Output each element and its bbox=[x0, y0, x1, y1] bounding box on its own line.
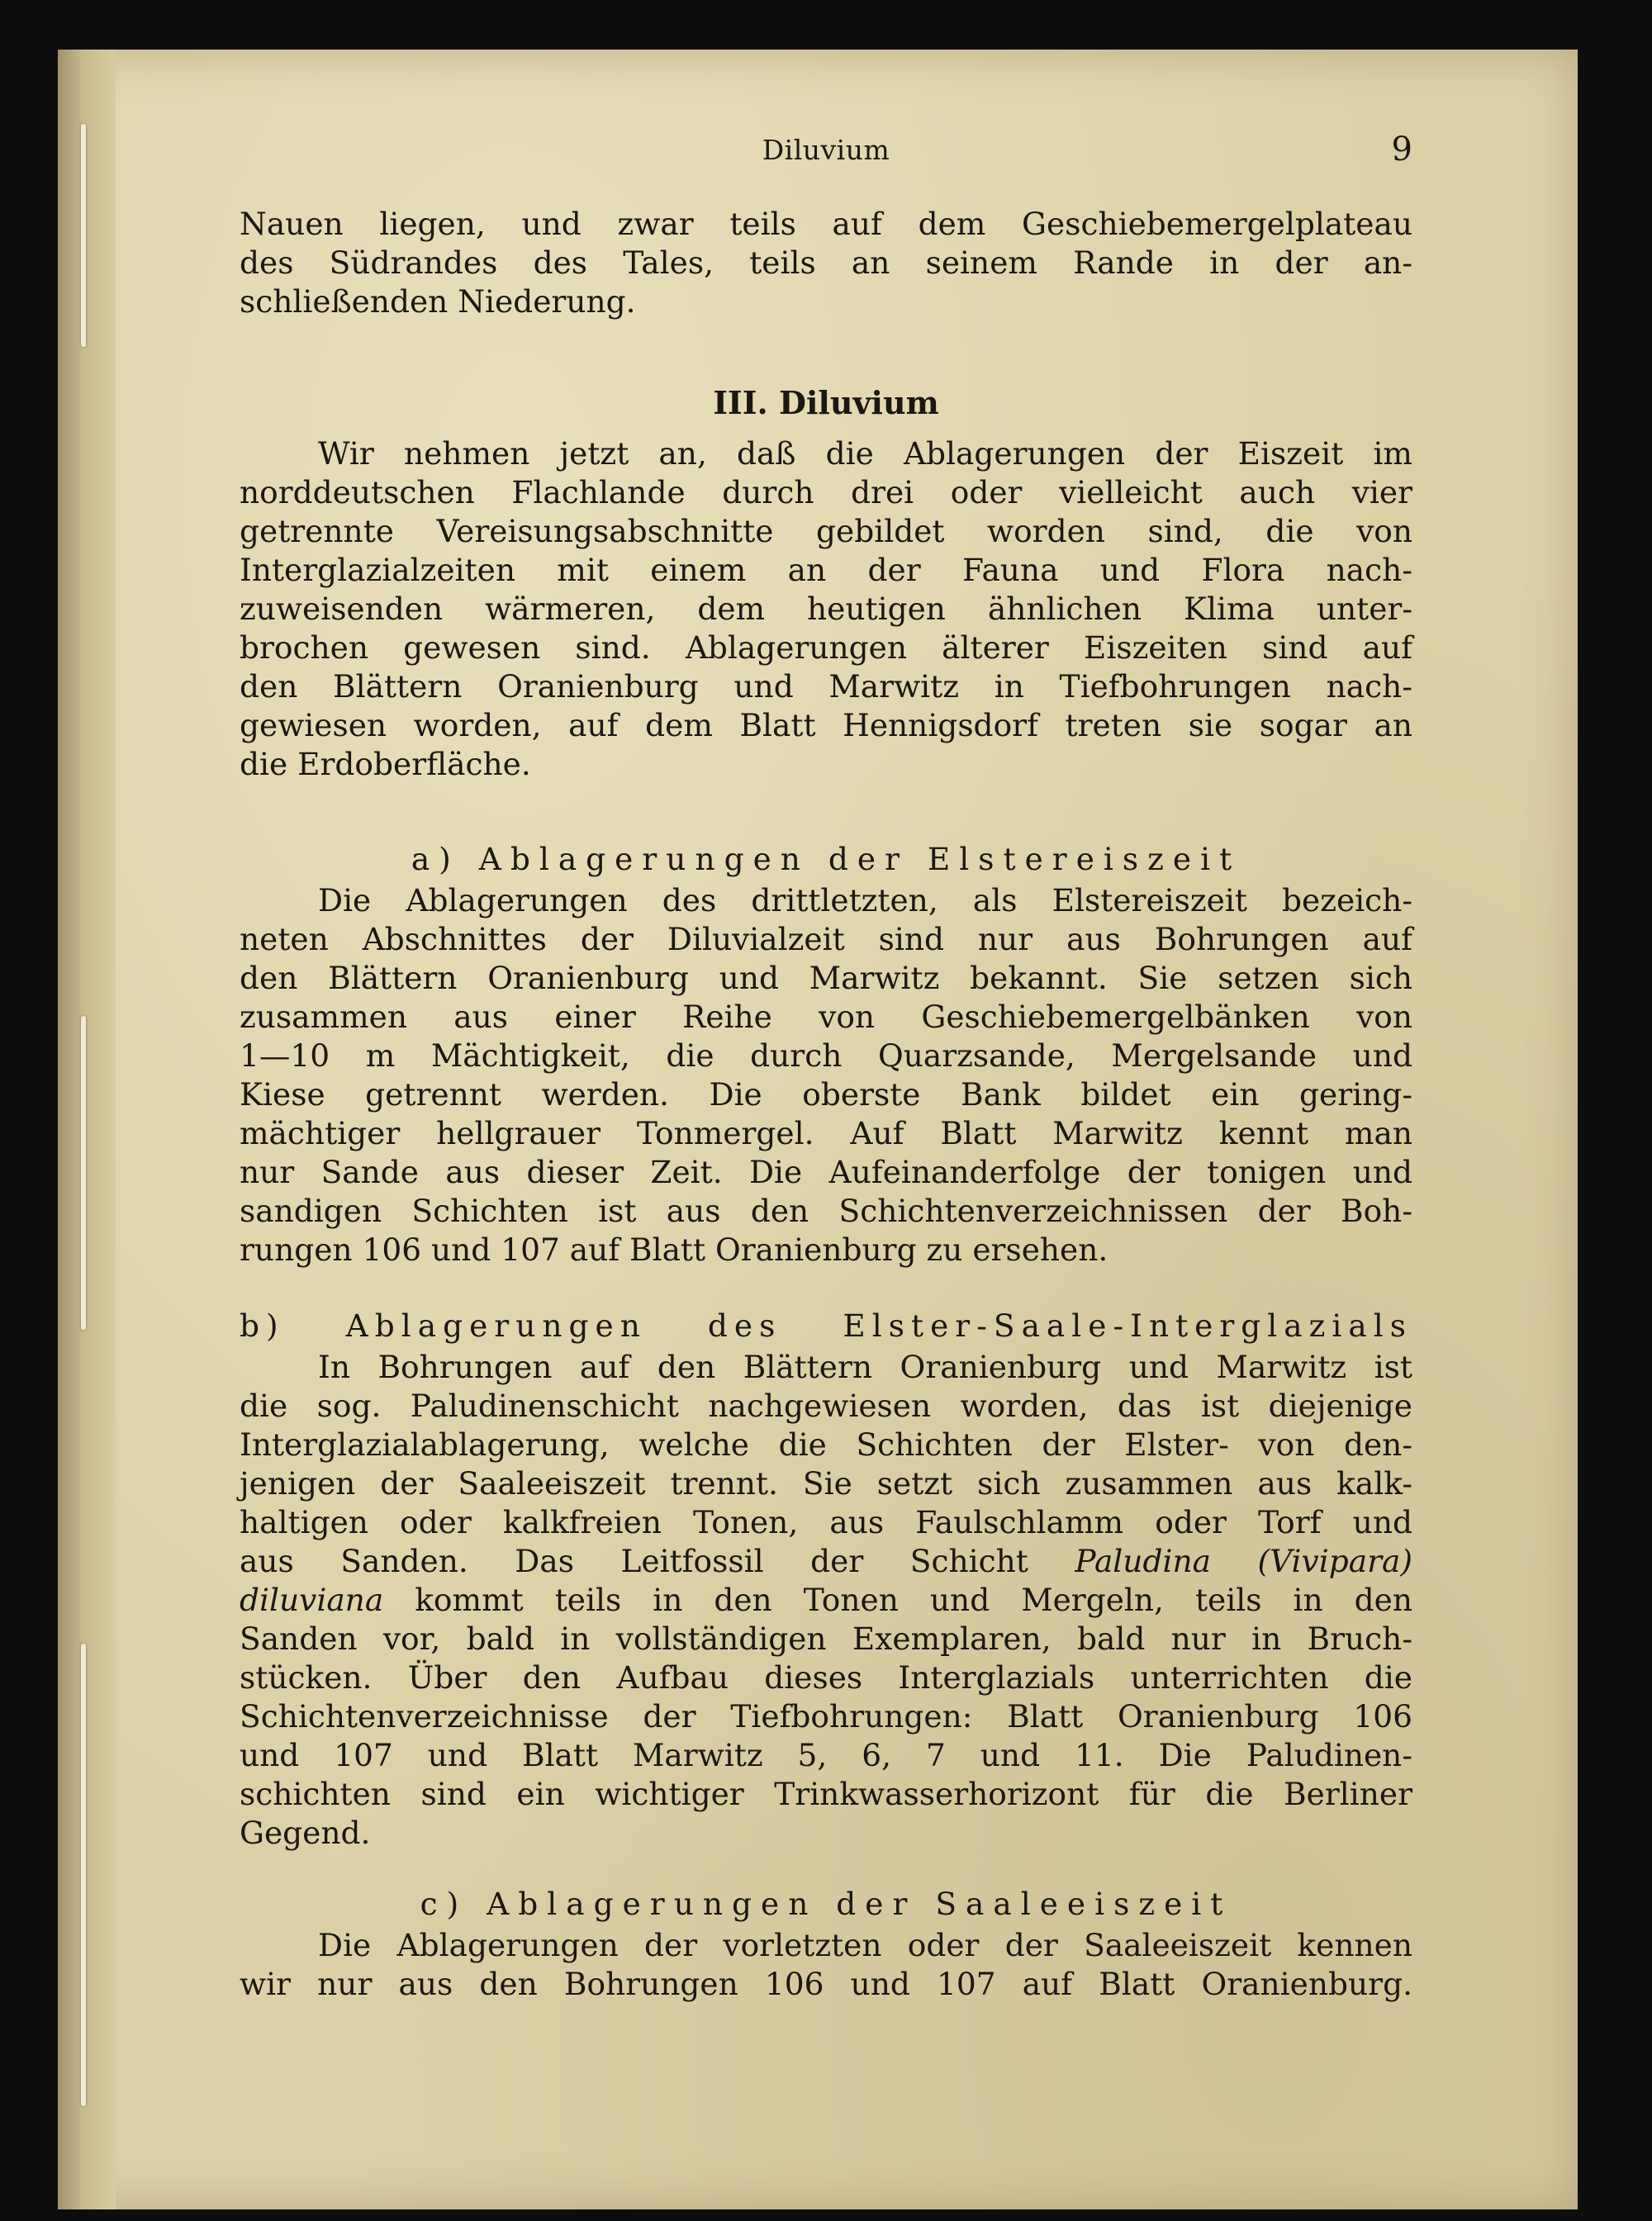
section-diluvium bbox=[240, 380, 1412, 784]
text-fragment: aus Sanden. Das Leitfossil der Schicht bbox=[240, 1543, 1028, 1579]
text-line: Die Ablagerungen des drittletzten, als Elstereiszeit bezeich- bbox=[318, 882, 1412, 918]
text-line: zuweisenden wärmeren, dem heutigen ähnlichen Klima unter- bbox=[240, 591, 1412, 627]
text-line bbox=[240, 1581, 1412, 1620]
text-line: zusammen aus einer Reihe von Geschiebemergelbänken von bbox=[240, 999, 1412, 1035]
paper-sheet bbox=[58, 50, 1578, 2209]
text-line: des Südrandes des Tales, teils an seinem Rande in der an- bbox=[240, 244, 1412, 281]
subsection-heading: a) Ablagerungen der Elstereiszeit bbox=[411, 841, 1241, 877]
page-header bbox=[240, 131, 1412, 175]
subsection-heading: b) Ablagerungen des Elster-Saale-Interglazials bbox=[240, 1307, 1412, 1344]
text-line: schichten sind ein wichtiger Trinkwasserhorizont für die Berliner bbox=[240, 1776, 1412, 1812]
text-line: Schichtenverzeichnisse der Tiefbohrungen: Blatt Oranienburg 106 bbox=[240, 1698, 1412, 1735]
text-line: die Erdoberfläche. bbox=[240, 746, 531, 782]
text-line: neten Abschnittes der Diluvialzeit sind nur aus Bohrungen auf bbox=[240, 921, 1412, 957]
text-line: mächtiger hellgrauer Tonmergel. Auf Blatt Marwitz kennt man bbox=[240, 1115, 1412, 1151]
text-line: Wir nehmen jetzt an, daß die Ablagerungen der Eiszeit im bbox=[318, 435, 1412, 472]
text-line: rungen 106 und 107 auf Blatt Oranienburg zu ersehen. bbox=[240, 1232, 1108, 1268]
text-line: Nauen liegen, und zwar teils auf dem Geschiebemergelplateau bbox=[240, 206, 1412, 242]
section-heading: III. Diluvium bbox=[713, 384, 939, 421]
text-line: Kiese getrennt werden. Die oberste Bank bildet ein gering- bbox=[240, 1076, 1412, 1113]
text-line: norddeutschen Flachlande durch drei oder vielleicht auch vier bbox=[240, 474, 1412, 510]
text-line: getrennte Vereisungsabschnitte gebildet worden sind, die von bbox=[240, 513, 1412, 549]
text-line: haltigen oder kalkfreien Tonen, aus Faulschlamm oder Torf und bbox=[240, 1504, 1412, 1540]
text-line: Gegend. bbox=[240, 1815, 371, 1851]
subsection-elstereiszeit bbox=[240, 838, 1412, 1269]
subsection-paragraph bbox=[240, 881, 1412, 1269]
text-line: gewiesen worden, auf dem Blatt Hennigsdorf treten sie sogar an bbox=[240, 707, 1412, 743]
subsection-heading: c) Ablagerungen der Saaleeiszeit bbox=[420, 1886, 1232, 1922]
subsection-interglazial bbox=[240, 1305, 1412, 1853]
text-line: Die Ablagerungen der vorletzten oder der Saaleeiszeit kennen bbox=[318, 1927, 1412, 1963]
intro-paragraph bbox=[240, 205, 1412, 321]
book-binding bbox=[58, 50, 116, 2209]
text-line: Interglazialablagerung, welche die Schichten der Elster- von den- bbox=[240, 1426, 1412, 1463]
section-paragraph bbox=[240, 434, 1412, 784]
text-line: nur Sande aus dieser Zeit. Die Aufeinanderfolge der tonigen und bbox=[240, 1154, 1412, 1190]
binding-thread bbox=[81, 1016, 86, 1330]
text-line: sandigen Schichten ist aus den Schichtenverzeichnissen der Boh- bbox=[240, 1193, 1412, 1229]
subsection-paragraph bbox=[240, 1926, 1412, 2004]
page-number: 9 bbox=[1391, 131, 1412, 168]
binding-thread bbox=[81, 124, 86, 347]
text-line: 1—10 m Mächtigkeit, die durch Quarzsande, Mergelsande und bbox=[240, 1037, 1412, 1074]
taxon-name: Paludina (Vivipara) bbox=[1075, 1543, 1413, 1579]
text-line: stücken. Über den Aufbau dieses Interglazials unterrichten die bbox=[240, 1659, 1412, 1696]
text-line: In Bohrungen auf den Blättern Oranienburg und Marwitz ist bbox=[318, 1349, 1412, 1385]
text-line: Sanden vor, bald in vollständigen Exemplaren, bald nur in Bruch- bbox=[240, 1621, 1412, 1657]
taxon-name: diluviana bbox=[240, 1582, 384, 1618]
text-line: Interglazialzeiten mit einem an der Fauna und Flora nach- bbox=[240, 552, 1412, 588]
text-line: die sog. Paludinenschicht nachgewiesen worden, das ist diejenige bbox=[240, 1388, 1412, 1424]
binding-thread bbox=[81, 1644, 86, 2106]
subsection-saaleeiszeit bbox=[240, 1883, 1412, 2004]
text-line: schließenden Niederung. bbox=[240, 283, 636, 320]
running-head: Diluvium bbox=[762, 134, 890, 166]
text-line: wir nur aus den Bohrungen 106 und 107 auf Blatt Oranienburg. bbox=[240, 1966, 1412, 2002]
subsection-paragraph bbox=[240, 1348, 1412, 1853]
text-line bbox=[240, 1542, 1412, 1581]
text-fragment: kommt teils in den Tonen und Mergeln, teils in den bbox=[383, 1582, 1412, 1618]
text-line: brochen gewesen sind. Ablagerungen älterer Eiszeiten sind auf bbox=[240, 629, 1412, 666]
text-line: und 107 und Blatt Marwitz 5, 6, 7 und 11. Die Paludinen- bbox=[240, 1737, 1412, 1773]
text-line: den Blättern Oranienburg und Marwitz bekannt. Sie setzen sich bbox=[240, 960, 1412, 996]
text-line: den Blättern Oranienburg und Marwitz in Tiefbohrungen nach- bbox=[240, 668, 1412, 705]
text-line: jenigen der Saaleeiszeit trennt. Sie setzt sich zusammen aus kalk- bbox=[240, 1465, 1412, 1502]
